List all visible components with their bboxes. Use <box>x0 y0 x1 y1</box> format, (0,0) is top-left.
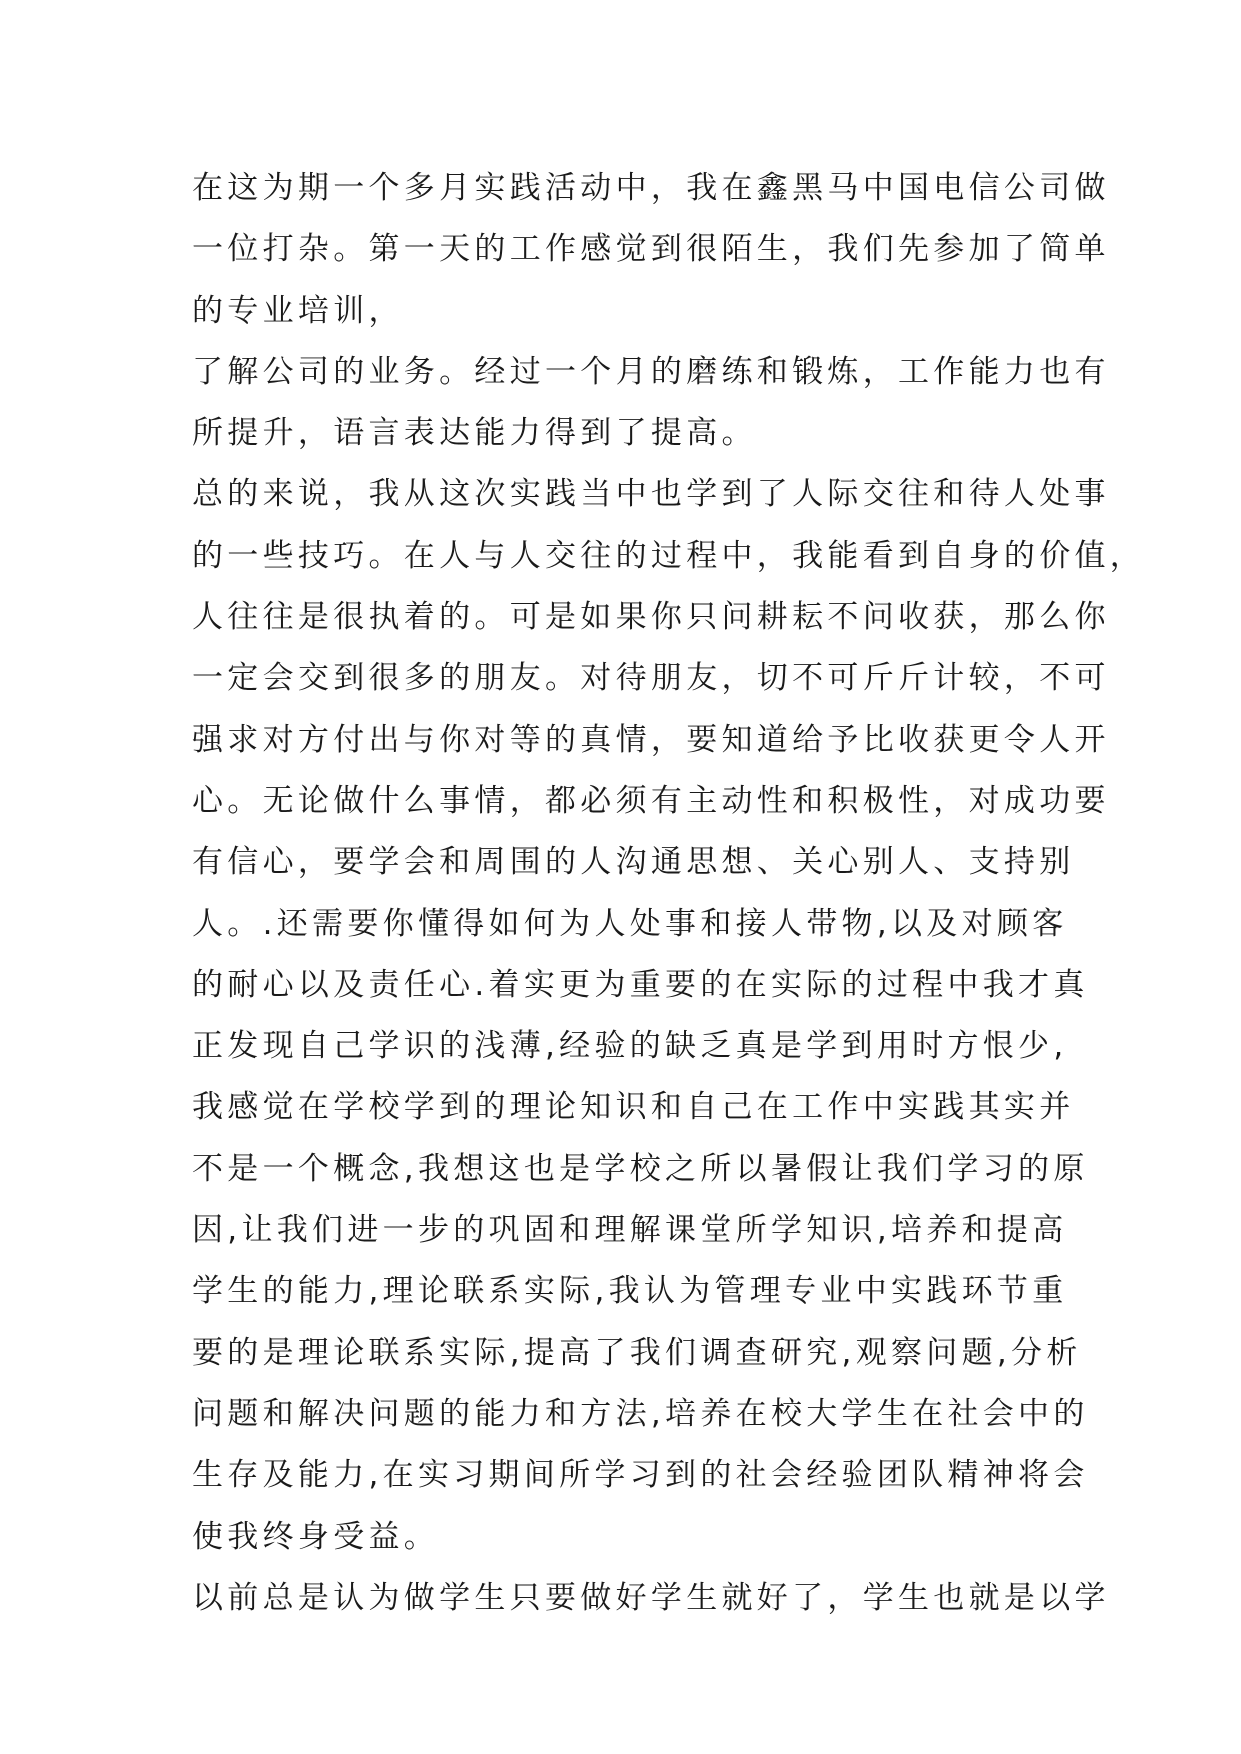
text-line: 了解公司的业务。经过一个月的磨练和锻炼，工作能力也有 <box>192 353 1110 390</box>
text-line: 所提升，语言表达能力得到了提高。 <box>192 415 757 452</box>
text-line: 以前总是认为做学生只要做好学生就好了，学生也就是以学 <box>192 1579 1110 1616</box>
text-line: 使我终身受益。 <box>192 1518 440 1555</box>
text-line: 正发现自己学识的浅薄,经验的缺乏真是学到用时方恨少, <box>192 1028 1068 1065</box>
body-text <box>192 158 1146 1629</box>
text-line: 问题和解决问题的能力和方法,培养在校大学生在社会中的 <box>192 1395 1089 1432</box>
text-line: 的耐心以及责任心.着实更为重要的在实际的过程中我才真 <box>192 966 1089 1003</box>
text-line: 有信心，要学会和周围的人沟通思想、关心别人、支持别 <box>192 844 1075 881</box>
text-line: 生存及能力,在实习期间所学习到的社会经验团队精神将会 <box>192 1457 1089 1494</box>
text-line: 人。.还需要你懂得如何为人处事和接人带物,以及对顾客 <box>192 905 1068 942</box>
text-line: 我感觉在学校学到的理论知识和自己在工作中实践其实并 <box>192 1089 1075 1126</box>
text-line: 一定会交到很多的朋友。对待朋友，切不可斤斤计较，不可 <box>192 660 1110 697</box>
text-line: 的一些技巧。在人与人交往的过程中，我能看到自身的价值， <box>192 537 1146 574</box>
text-line: 学生的能力,理论联系实际,我认为管理专业中实践环节重 <box>192 1273 1068 1310</box>
text-line: 不是一个概念,我想这也是学校之所以暑假让我们学习的原 <box>192 1150 1089 1187</box>
text-line: 人往往是很执着的。可是如果你只问耕耘不问收获，那么你 <box>192 599 1110 636</box>
text-line: 一位打杂。第一天的工作感觉到很陌生，我们先参加了简单 <box>192 231 1110 268</box>
text-line: 总的来说，我从这次实践当中也学到了人际交往和待人处事 <box>192 476 1110 513</box>
text-line: 的专业培训， <box>192 292 404 329</box>
text-line: 心。无论做什么事情，都必须有主动性和积极性，对成功要 <box>192 782 1110 819</box>
text-line: 因,让我们进一步的巩固和理解课堂所学知识,培养和提高 <box>192 1212 1068 1249</box>
text-line: 强求对方付出与你对等的真情，要知道给予比收获更令人开 <box>192 721 1110 758</box>
text-line: 要的是理论联系实际,提高了我们调查研究,观察问题,分析 <box>192 1334 1082 1371</box>
text-line: 在这为期一个多月实践活动中，我在鑫黑马中国电信公司做 <box>192 170 1110 206</box>
